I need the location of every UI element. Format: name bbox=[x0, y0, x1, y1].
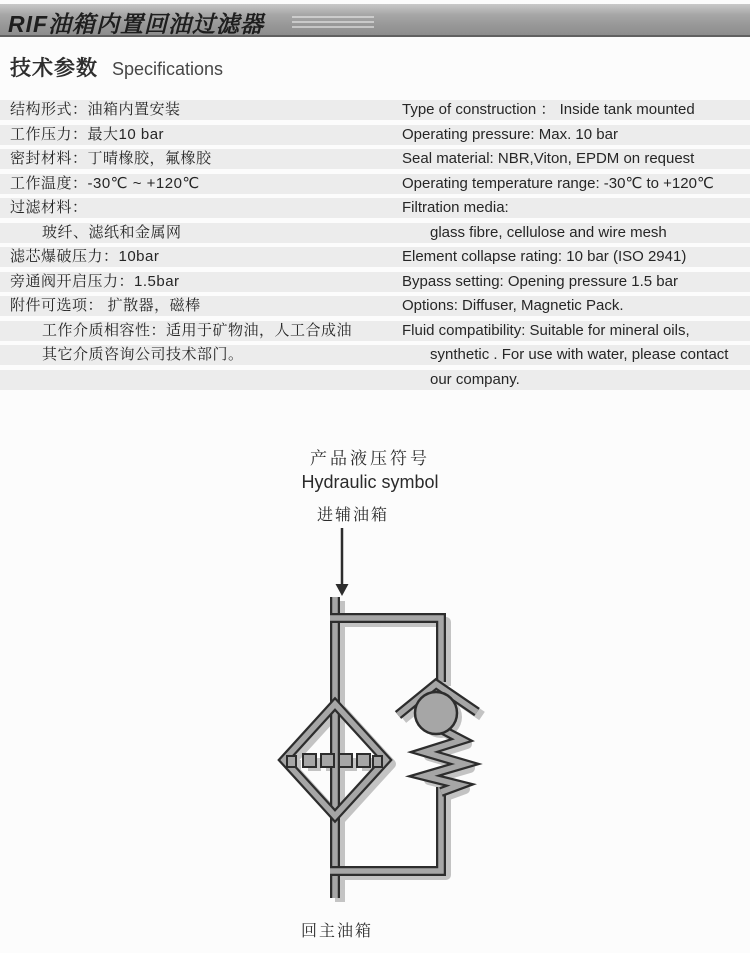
spec-zh-text bbox=[0, 370, 402, 390]
spec-zh-text: 工作介质相容性：适用于矿物油，人工合成油 bbox=[42, 321, 353, 339]
spec-en-text: Type of construction ： Inside tank mounted bbox=[402, 101, 695, 118]
diagram-title-zh: 产品液压符号 bbox=[310, 449, 430, 468]
spec-en-text: our company. bbox=[430, 370, 520, 388]
diagram-title-en: Hydraulic symbol bbox=[301, 472, 439, 492]
check-valve-ball bbox=[415, 692, 457, 734]
inlet-label: 进辅油箱 bbox=[316, 507, 389, 524]
spec-row-3 bbox=[0, 149, 750, 169]
symbol-shadow-layer bbox=[289, 601, 482, 902]
outlet-label: 回主油箱 bbox=[301, 923, 374, 940]
spec-row-6 bbox=[0, 223, 750, 243]
spec-zh-text: 工作压力：最大10 bar bbox=[10, 125, 165, 143]
spec-row-12 bbox=[0, 370, 750, 390]
spec-row-4 bbox=[0, 174, 750, 194]
spec-en-text: Element collapse rating: 10 bar (ISO 2941) bbox=[402, 248, 687, 265]
spec-row-10 bbox=[0, 321, 750, 341]
spec-row-11 bbox=[0, 345, 750, 365]
spec-zh-text: 工作温度：-30℃ ~ +120℃ bbox=[10, 174, 200, 192]
spec-zh-text: 旁通阀开启压力：1.5bar bbox=[10, 272, 180, 290]
spec-zh-text: 密封材料：丁晴橡胶，氟橡胶 bbox=[10, 150, 212, 167]
title-bar bbox=[0, 4, 750, 37]
section-heading bbox=[10, 52, 223, 82]
inlet-arrow-icon bbox=[336, 528, 349, 596]
section-heading-en: Specifications bbox=[112, 59, 224, 79]
spec-row-8 bbox=[0, 272, 750, 292]
spec-en-text: synthetic . For use with water, please contact bbox=[430, 346, 729, 363]
diagram-title bbox=[250, 444, 490, 493]
titlebar-decor-lines bbox=[292, 16, 374, 31]
spec-en-text: Bypass setting: Opening pressure 1.5 bar bbox=[402, 272, 678, 290]
spec-zh-text: 玻纤、滤纸和金属网 bbox=[42, 223, 182, 241]
spec-zh-text: 附件可选项： 扩散器，磁棒 bbox=[10, 297, 201, 314]
spec-zh-text: 滤芯爆破压力：10bar bbox=[10, 248, 160, 265]
spec-en-text: Operating pressure: Max. 10 bar bbox=[402, 125, 618, 143]
spec-row-7 bbox=[0, 247, 750, 267]
spec-row-5 bbox=[0, 198, 750, 218]
hydraulic-symbol-diagram bbox=[250, 518, 500, 918]
spec-en-text: Operating temperature range: -30℃ to +120℃ bbox=[402, 174, 714, 192]
spec-zh-text: 其它介质咨询公司技术部门。 bbox=[42, 346, 244, 363]
spec-zh-text: 结构形式：油箱内置安装 bbox=[10, 101, 181, 118]
bypass-branch-top-line bbox=[330, 618, 441, 682]
spec-en-text: Options: Diffuser, Magnetic Pack. bbox=[402, 297, 624, 314]
spec-en-text: Fluid compatibility: Suitable for mineral oils, bbox=[402, 321, 690, 339]
page-title: RIF油箱内置回油过滤器 bbox=[8, 11, 265, 37]
spec-en-text: Seal material: NBR,Viton, EPDM on request bbox=[402, 150, 695, 167]
spec-row-2 bbox=[0, 125, 750, 145]
spec-en-text: glass fibre, cellulose and wire mesh bbox=[430, 223, 667, 241]
section-heading-zh: 技术参数 bbox=[10, 57, 98, 80]
spec-row-9 bbox=[0, 296, 750, 316]
spec-zh-text: 过滤材料： bbox=[10, 199, 88, 216]
spec-row-1 bbox=[0, 100, 750, 120]
spec-en-text: Filtration media: bbox=[402, 199, 509, 216]
specifications-table bbox=[0, 100, 750, 394]
